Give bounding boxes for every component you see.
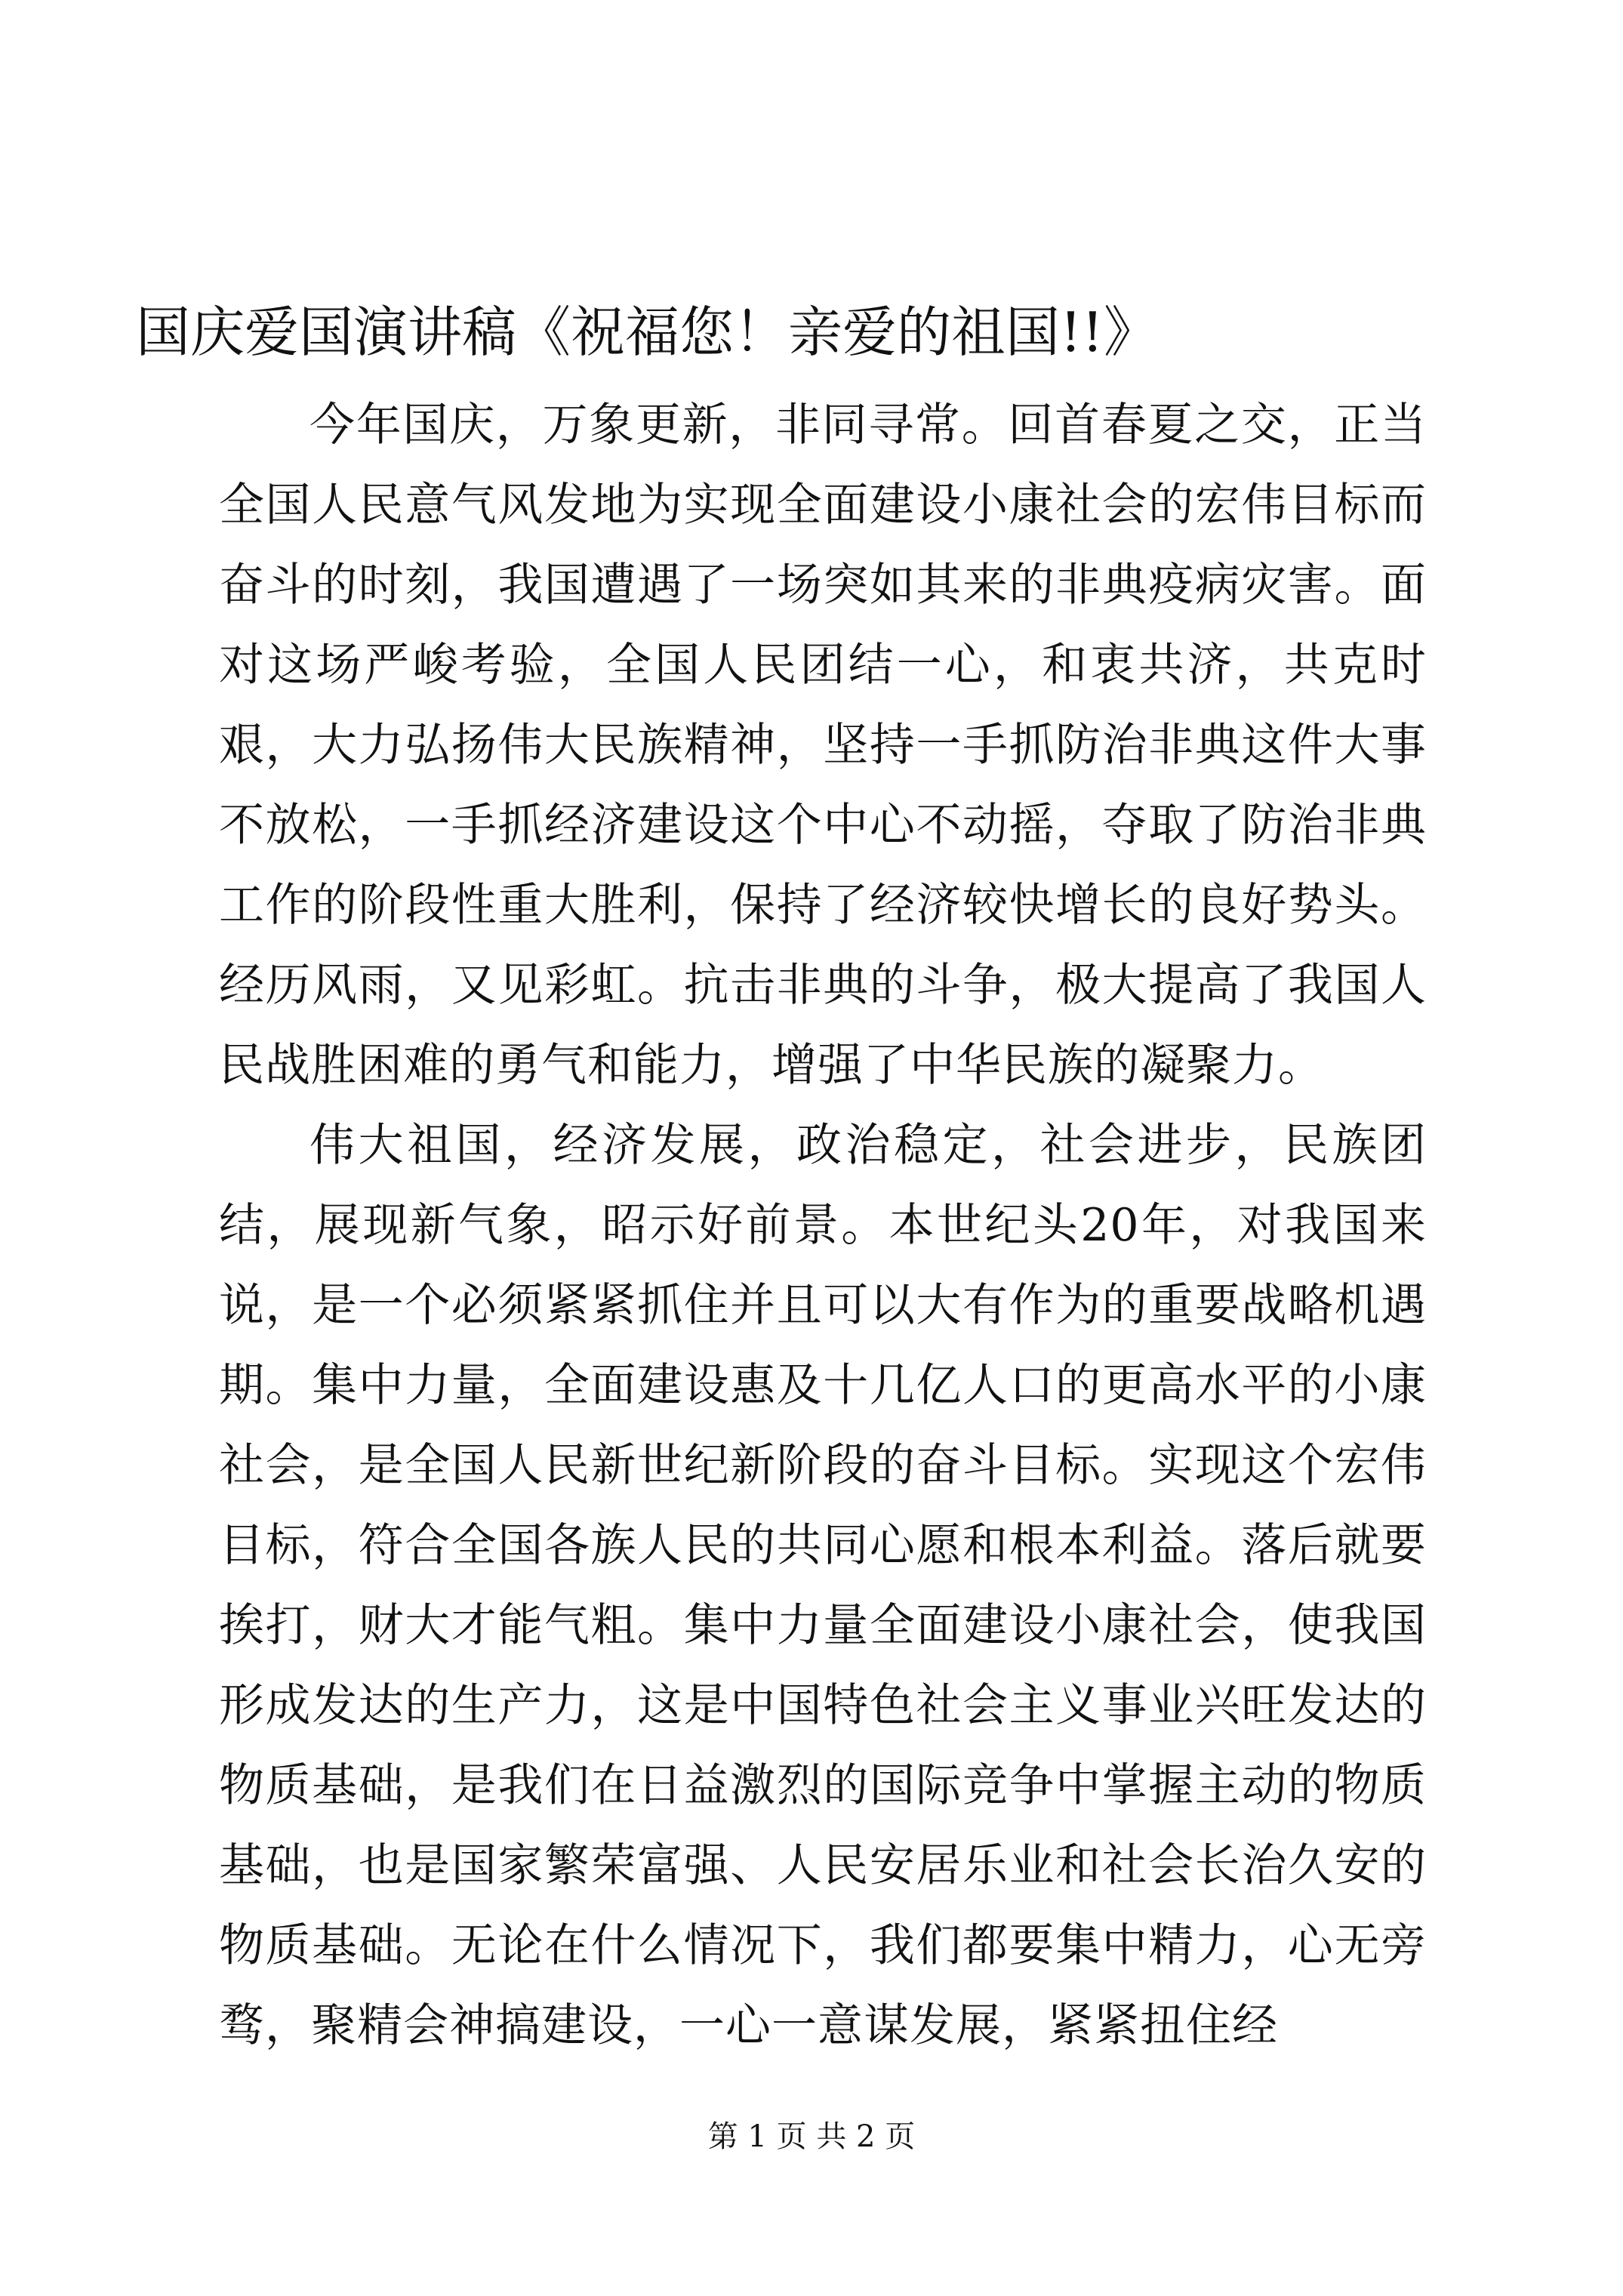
document-body: [219, 385, 1427, 2066]
paragraph-1: 今年国庆，万象更新，非同寻常。回首春夏之交，正当全国人民意气风发地为实现全面建设小康社会的宏伟目标而奋斗的时刻，我国遭遇了一场突如其来的非典疫病灾害。面对这场严峻考验，全国人民团结一心，和衷共济，共克时艰，大力弘扬伟大民族精神，坚持一手抓防治非典这件大事不放松，一手抓经济建设这个中心不动摇，夺取了防治非典工作的阶段性重大胜利，保持了经济较快增长的良好势头。经历风雨，又见彩虹。抗击非典的斗争，极大提高了我国人民战胜困难的勇气和能力，增强了中华民族的凝聚力。: [219, 399, 1427, 1092]
paragraph-2: 伟大祖国，经济发展，政治稳定，社会进步，民族团结，展现新气象，昭示好前景。本世纪头20年，对我国来说，是一个必须紧紧抓住并且可以大有作为的重要战略机遇期。集中力量，全面建设惠及十几亿人口的更高水平的小康社会，是全国人民新世纪新阶段的奋斗目标。实现这个宏伟目标，符合全国各族人民的共同心愿和根本利益。落后就要挨打，财大才能气粗。集中力量全面建设小康社会，使我国形成发达的生产力，这是中国特色社会主义事业兴旺发达的物质基础，是我们在日益激烈的国际竞争中掌握主动的物质基础，也是国家繁荣富强、人民安居乐业和社会长治久安的物质基础。无论在什么情况下，我们都要集中精力，心无旁骛，聚精会神搞建设，一心一意谋发展，紧紧扭住经: [219, 1119, 1427, 2052]
page-footer: 第 1 页 共 2 页: [707, 2119, 916, 2154]
document-title: 国庆爱国演讲稿《祝福您！亲爱的祖国!!》: [136, 300, 1158, 364]
